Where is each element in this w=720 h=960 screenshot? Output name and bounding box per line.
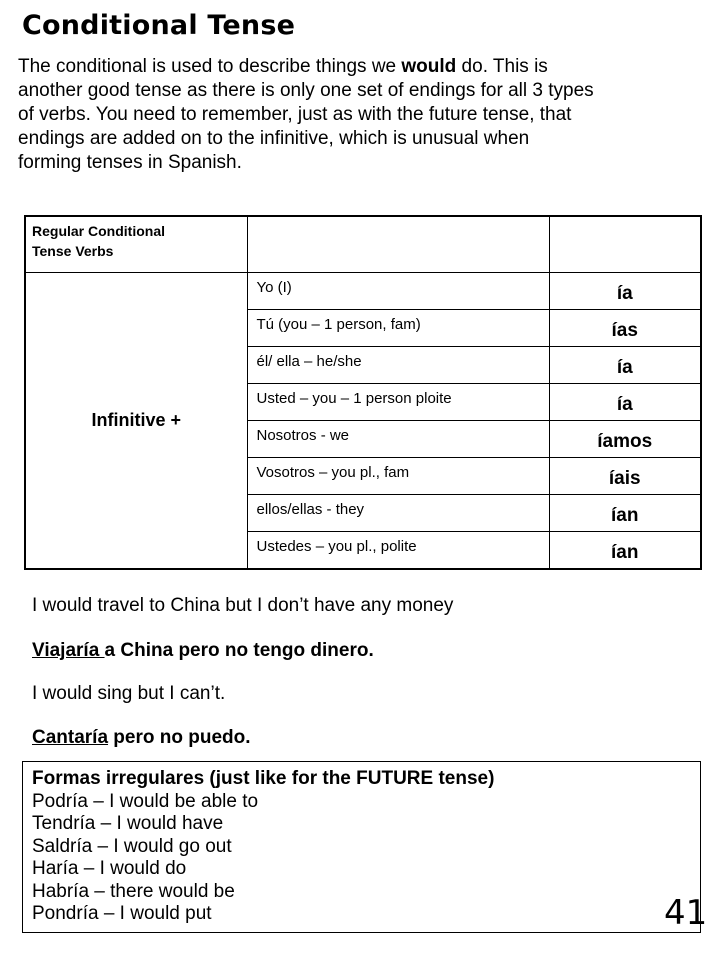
infinitive-cell: Infinitive + — [25, 272, 247, 569]
example-spanish-2: Cantaría pero no puedo. — [32, 727, 251, 748]
page-number: 41 — [664, 893, 708, 933]
pronoun-cell: Vosotros – you pl., fam — [247, 457, 549, 494]
example-english-1: I would travel to China but I don’t have any money — [32, 595, 454, 616]
table-header-empty — [549, 216, 701, 272]
pronoun-cell: ellos/ellas - they — [247, 494, 549, 531]
irregular-item: Pondría – I would put — [32, 903, 212, 924]
intro-paragraph — [18, 55, 718, 175]
page-title: Conditional Tense — [22, 10, 296, 41]
ending-cell: íais — [549, 457, 701, 494]
example-spanish-1: Viajaría a China pero no tengo dinero. — [32, 640, 374, 661]
ending-cell: ía — [549, 272, 701, 309]
pronoun-cell: Nosotros - we — [247, 420, 549, 457]
ending-cell: ían — [549, 531, 701, 569]
example-english-2: I would sing but I can’t. — [32, 683, 226, 704]
pronoun-cell: Yo (I) — [247, 272, 549, 309]
irregular-forms-box — [22, 761, 701, 933]
ending-cell: ía — [549, 346, 701, 383]
ending-cell: ía — [549, 383, 701, 420]
pronoun-cell: Usted – you – 1 person ploite — [247, 383, 549, 420]
intro-line: another good tense as there is only one set of endings for all 3 types — [18, 80, 594, 101]
pronoun-cell: Tú (you – 1 person, fam) — [247, 309, 549, 346]
table-row — [25, 272, 701, 309]
irregular-item: Podría – I would be able to — [32, 790, 259, 812]
irregular-item: Saldría – I would go out — [32, 835, 232, 857]
irregular-item: Haría – I would do — [32, 858, 187, 879]
pronoun-cell: él/ ella – he/she — [247, 346, 549, 383]
ending-cell: ías — [549, 309, 701, 346]
intro-line: forming tenses in Spanish. — [18, 152, 242, 173]
table-header-row — [25, 216, 701, 272]
table-header-empty — [247, 216, 549, 272]
irregular-item: Tendría – I would have — [32, 813, 224, 834]
ending-cell: íamos — [549, 420, 701, 457]
ending-cell: ían — [549, 494, 701, 531]
table-header-label: Regular Conditional Tense Verbs — [25, 216, 247, 272]
emphasis-would: would — [401, 56, 457, 77]
intro-line: of verbs. You need to remember, just as with the future tense, that — [18, 104, 572, 125]
irregular-heading: Formas irregulares (just like for the FUTURE tense) — [32, 768, 495, 789]
irregular-item: Habría – there would be — [32, 880, 235, 902]
conditional-endings-table — [24, 215, 702, 570]
intro-line: endings are added on to the infinitive, which is unusual when — [18, 128, 530, 149]
pronoun-cell: Ustedes – you pl., polite — [247, 531, 549, 569]
intro-line: The conditional is used to describe things we would do. This is — [18, 56, 548, 77]
